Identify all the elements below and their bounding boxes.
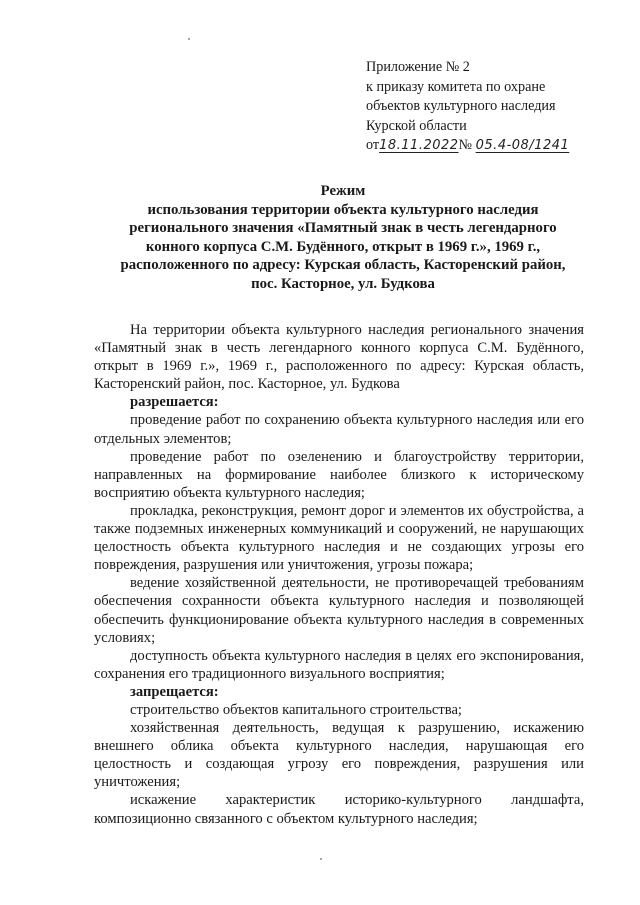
title-line: пос. Касторное, ул. Будкова (251, 275, 435, 292)
title-line: конного корпуса С.М. Будённого, открыт в 1969 г.», 1969 г., (145, 238, 541, 255)
forbidden-item: искажение характеристик историко-культурного ландшафта, композиционно связанного с объектом культурного наследия; (94, 792, 584, 827)
allowed-item: доступность объекта культурного наследия в целях его экспонирования, сохранения его традиционного визуального восприятия; (94, 647, 584, 682)
order-reference: к приказу комитета по охране (366, 78, 546, 95)
appendix-header (366, 58, 628, 156)
handwritten-date: 18.11.2022 (379, 138, 459, 154)
region-name: Курской области (366, 117, 467, 134)
intro-paragraph: На территории объекта культурного наследия регионального значения «Памятный знак в честь легендарного конного корпуса С.М. Будённого, открыт в 1969 г.», 1969 г., расположенного по адресу: Курская область, Касторенский район, пос. Касторное, ул. Будкова (94, 322, 584, 393)
document-body (94, 321, 584, 828)
allowed-item: прокладка, реконструкция, ремонт дорог и элементов их обустройства, а также подземных инженерных коммуникаций и сооружений, не нарушающих целостность объекта культурного наследия и не создающих угрозы его повреждения, разрушения или уничтожения, угрозы пожара; (94, 502, 584, 574)
allowed-item: проведение работ по сохранению объекта культурного наследия или его отдельных элементов; (94, 412, 584, 447)
forbidden-item: строительство объектов капитального строительства; (130, 701, 462, 718)
handwritten-number: 05.4-08/1241 (475, 138, 570, 154)
forbidden-heading: запрещается: (130, 683, 219, 700)
scan-speck (188, 38, 190, 40)
title-line: Режим (320, 183, 366, 199)
appendix-number: Приложение № 2 (366, 59, 470, 75)
order-date-line (366, 136, 628, 156)
allowed-item: проведение работ по озеленению и благоустройству территории, направленных на формирование наиболее близкого к историческому восприятию объекта культурного наследия; (94, 448, 584, 501)
scan-speck (320, 858, 322, 860)
allowed-item: ведение хозяйственной деятельности, не противоречащей требованиям обеспечения сохранности объекта культурного наследия и позволяющей обеспечить функционирование объекта культурного наследия в современных условиях; (94, 575, 584, 646)
title-line: использования территории объекта культурного наследия (147, 201, 539, 218)
date-prefix: от (366, 137, 380, 154)
title-line: регионального значения «Памятный знак в честь легендарного (129, 220, 557, 237)
forbidden-item: хозяйственная деятельность, ведущая к разрушению, искажению внешнего облика объекта культурного наследия, нарушающая его целостность и создающая угрозу его повреждения, разрушения или уничтожения; (94, 720, 584, 791)
allowed-heading: разрешается: (130, 394, 219, 411)
document-title (96, 182, 590, 294)
number-prefix: № (458, 137, 473, 154)
committee-name: объектов культурного наследия (366, 98, 556, 115)
title-line: расположенного по адресу: Курская область, Касторенский район, (120, 257, 566, 274)
